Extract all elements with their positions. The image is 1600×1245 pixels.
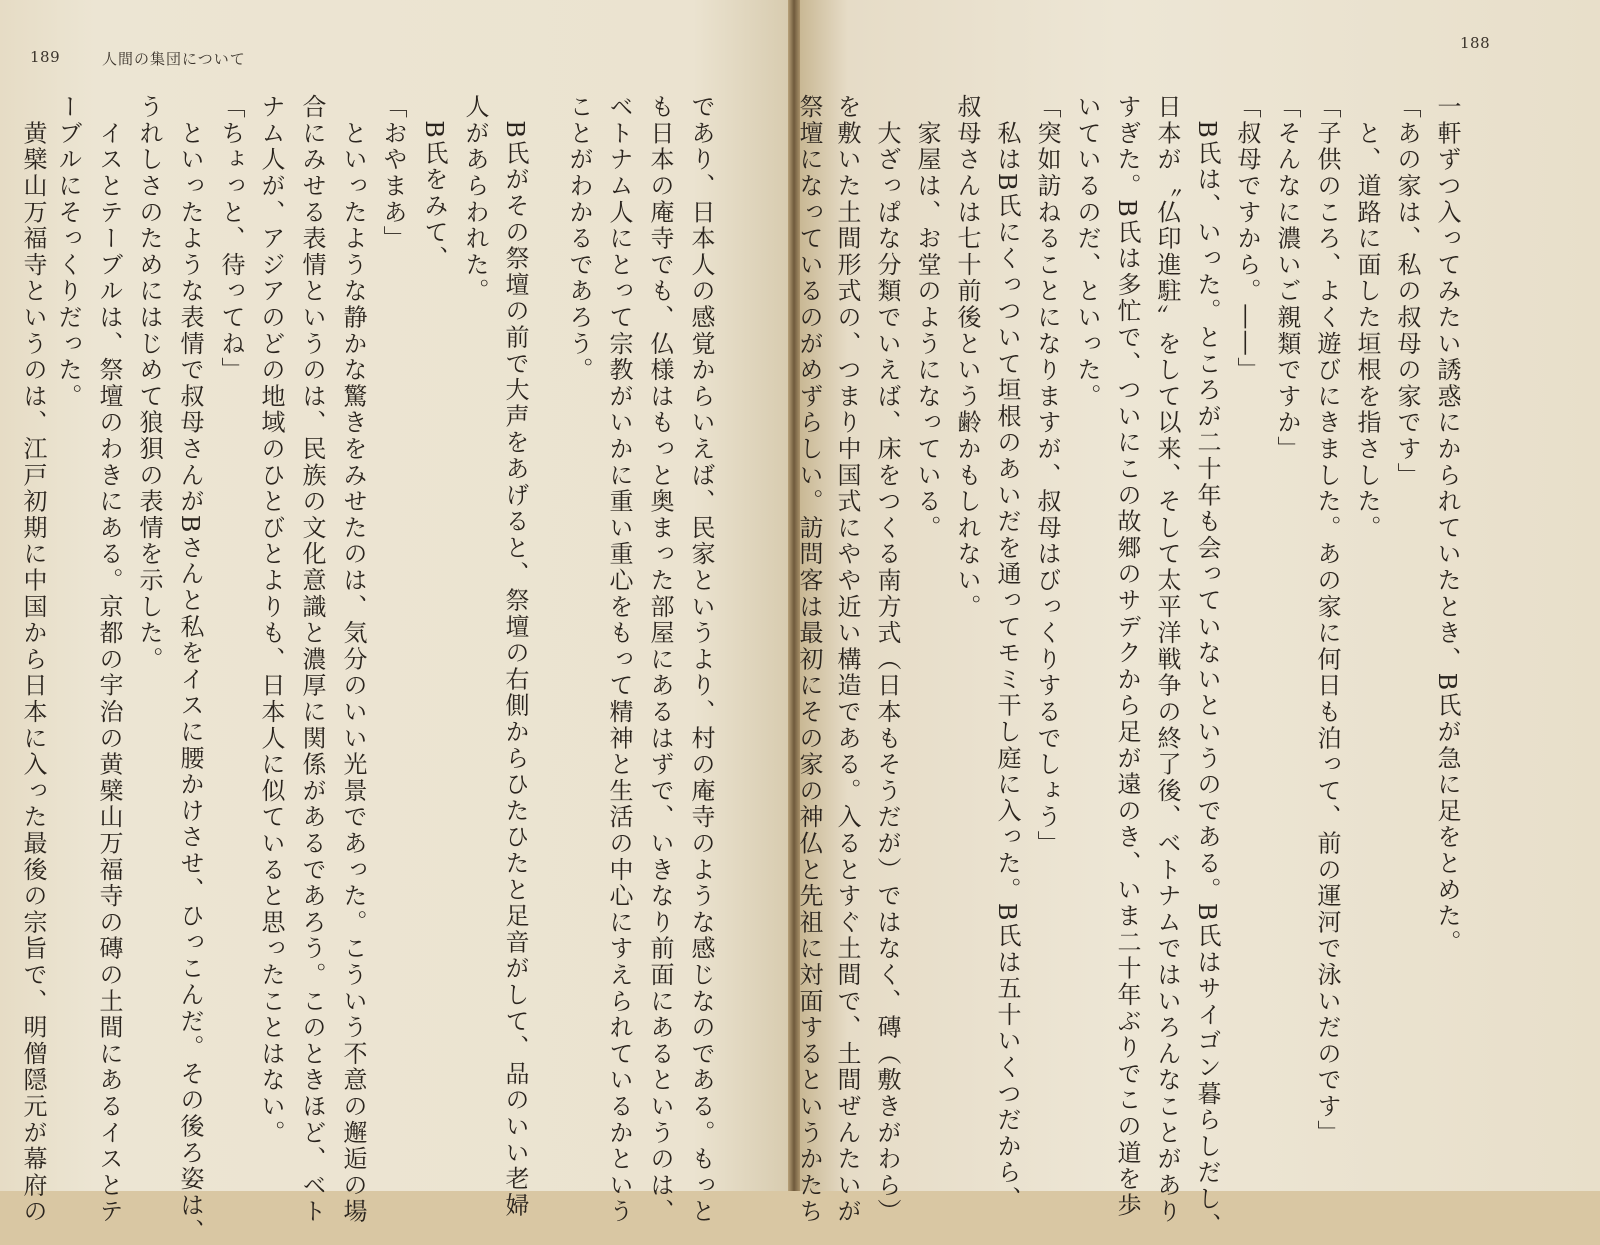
text-line-l8: 「おやまあ」 bbox=[379, 94, 407, 252]
text-line-r8: 日本が〝仏印進駐〟をして以来、そして太平洋戦争の終了後、ベトナムではいろんなことがあり bbox=[1153, 94, 1181, 1225]
text-line-l13: といったような表情で叔母さんがBさんと私をイスに腰かけさせ、ひっこんだ。その後ろ姿は、 bbox=[176, 94, 204, 1245]
text-line-r12: 私はB氏にくっついて垣根のあいだを通ってモミ干し庭に入った。B氏は五十いくつだから、 bbox=[993, 94, 1021, 1213]
text-line-r15: 大ざっぱな分類でいえば、床をつくる南方式（日本もそうだが）ではなく、磚（敷きがわら） bbox=[873, 94, 901, 1225]
text-line-l2: も日本の庵寺でも、仏様はもっと奥まった部屋にあるはずで、いきなり前面にあるというのは、 bbox=[646, 94, 674, 1225]
text-line-l17: 黄檗山万福寺というのは、江戸初期に中国から日本に入った最後の宗旨で、明僧隠元が幕府の bbox=[19, 94, 47, 1225]
text-line-r5: 「そんなに濃いご親類ですか」 bbox=[1273, 94, 1301, 463]
text-line-l16: ーブルにそっくりだった。 bbox=[54, 94, 82, 410]
text-line-r3: と、道路に面した垣根を指さした。 bbox=[1353, 94, 1381, 542]
text-line-l1: であり、日本人の感覚からいえば、民家というより、村の庵寺のような感じなのである。もっと bbox=[687, 94, 715, 1225]
text-line-l12: 「ちょっと、待ってね」 bbox=[217, 94, 245, 384]
text-line-l4: ことがわかるであろう。 bbox=[565, 94, 593, 384]
text-line-r9: すぎた。B氏は多忙で、ついにこの故郷のサデクから足が遠のき、いま二十年ぶりでこの道を歩 bbox=[1113, 94, 1141, 1219]
text-line-r11: 「突如訪ねることになりますが、叔母はびっくりするでしょう」 bbox=[1033, 94, 1061, 857]
running-head: 人間の集団について bbox=[102, 50, 246, 68]
text-line-r4: 「子供のころ、よく遊びにきました。あの家に何日も泊って、前の運河で泳いだのです」 bbox=[1313, 94, 1341, 1146]
text-line-l9: といったような静かな驚きをみせたのは、気分のいい光景であった。こういう不意の邂逅の場 bbox=[339, 94, 367, 1225]
left-page bbox=[0, 0, 788, 1245]
left-page-number: 189 bbox=[30, 48, 61, 66]
text-line-l3: ベトナム人にとって宗教がいかに重い重心をもって精神と生活の中心にすえられているかという bbox=[605, 94, 633, 1225]
text-line-r13: 叔母さんは七十前後という齢かもしれない。 bbox=[953, 94, 981, 620]
text-line-l5: B氏がその祭壇の前で大声をあげると、祭壇の右側からひたひたと足音がして、品のいい老婦 bbox=[501, 94, 529, 1219]
text-line-r10: いているのだ、といった。 bbox=[1073, 94, 1101, 410]
text-line-r14: 家屋は、お堂のようになっている。 bbox=[913, 94, 941, 542]
text-line-r16: を敷いた土間形式の、つまり中国式にやや近い構造である。入るとすぐ土間で、土間ぜんたいが bbox=[833, 94, 861, 1225]
text-line-r6: 「叔母ですから。――」 bbox=[1233, 94, 1261, 384]
text-line-l11: ナム人が、アジアのどの地域のひとびとよりも、日本人に似ていると思ったことはない。 bbox=[257, 94, 285, 1146]
text-line-l6: 人があらわれた。 bbox=[461, 94, 489, 305]
text-line-l10: 合にみせる表情というのは、民族の文化意識と濃厚に関係があるであろう。このときほど、ベト bbox=[298, 94, 326, 1225]
text-line-l7: B氏をみて、 bbox=[420, 94, 448, 272]
text-line-l15: イスとテーブルは、祭壇のわきにある。京都の宇治の黄檗山万福寺の磚の土間にあるイスとテ bbox=[95, 94, 123, 1225]
text-line-r1: 一軒ずつ入ってみたい誘惑にかられていたとき、B氏が急に足をとめた。 bbox=[1433, 94, 1461, 956]
text-line-r2: 「あの家は、私の叔母の家です」 bbox=[1393, 94, 1421, 489]
text-line-r17: 祭壇になっているのがめずらしい。訪問客は最初にその家の神仏と先祖に対面するというかたち bbox=[795, 94, 823, 1225]
right-page-number: 188 bbox=[1460, 34, 1491, 52]
text-line-l14: うれしさのためにはじめて狼狽の表情を示した。 bbox=[135, 94, 163, 673]
right-page bbox=[795, 0, 1600, 1239]
text-line-r7: B氏は、いった。ところが二十年も会っていないというのである。B氏はサイゴン暮らしだし、 bbox=[1193, 94, 1221, 1239]
